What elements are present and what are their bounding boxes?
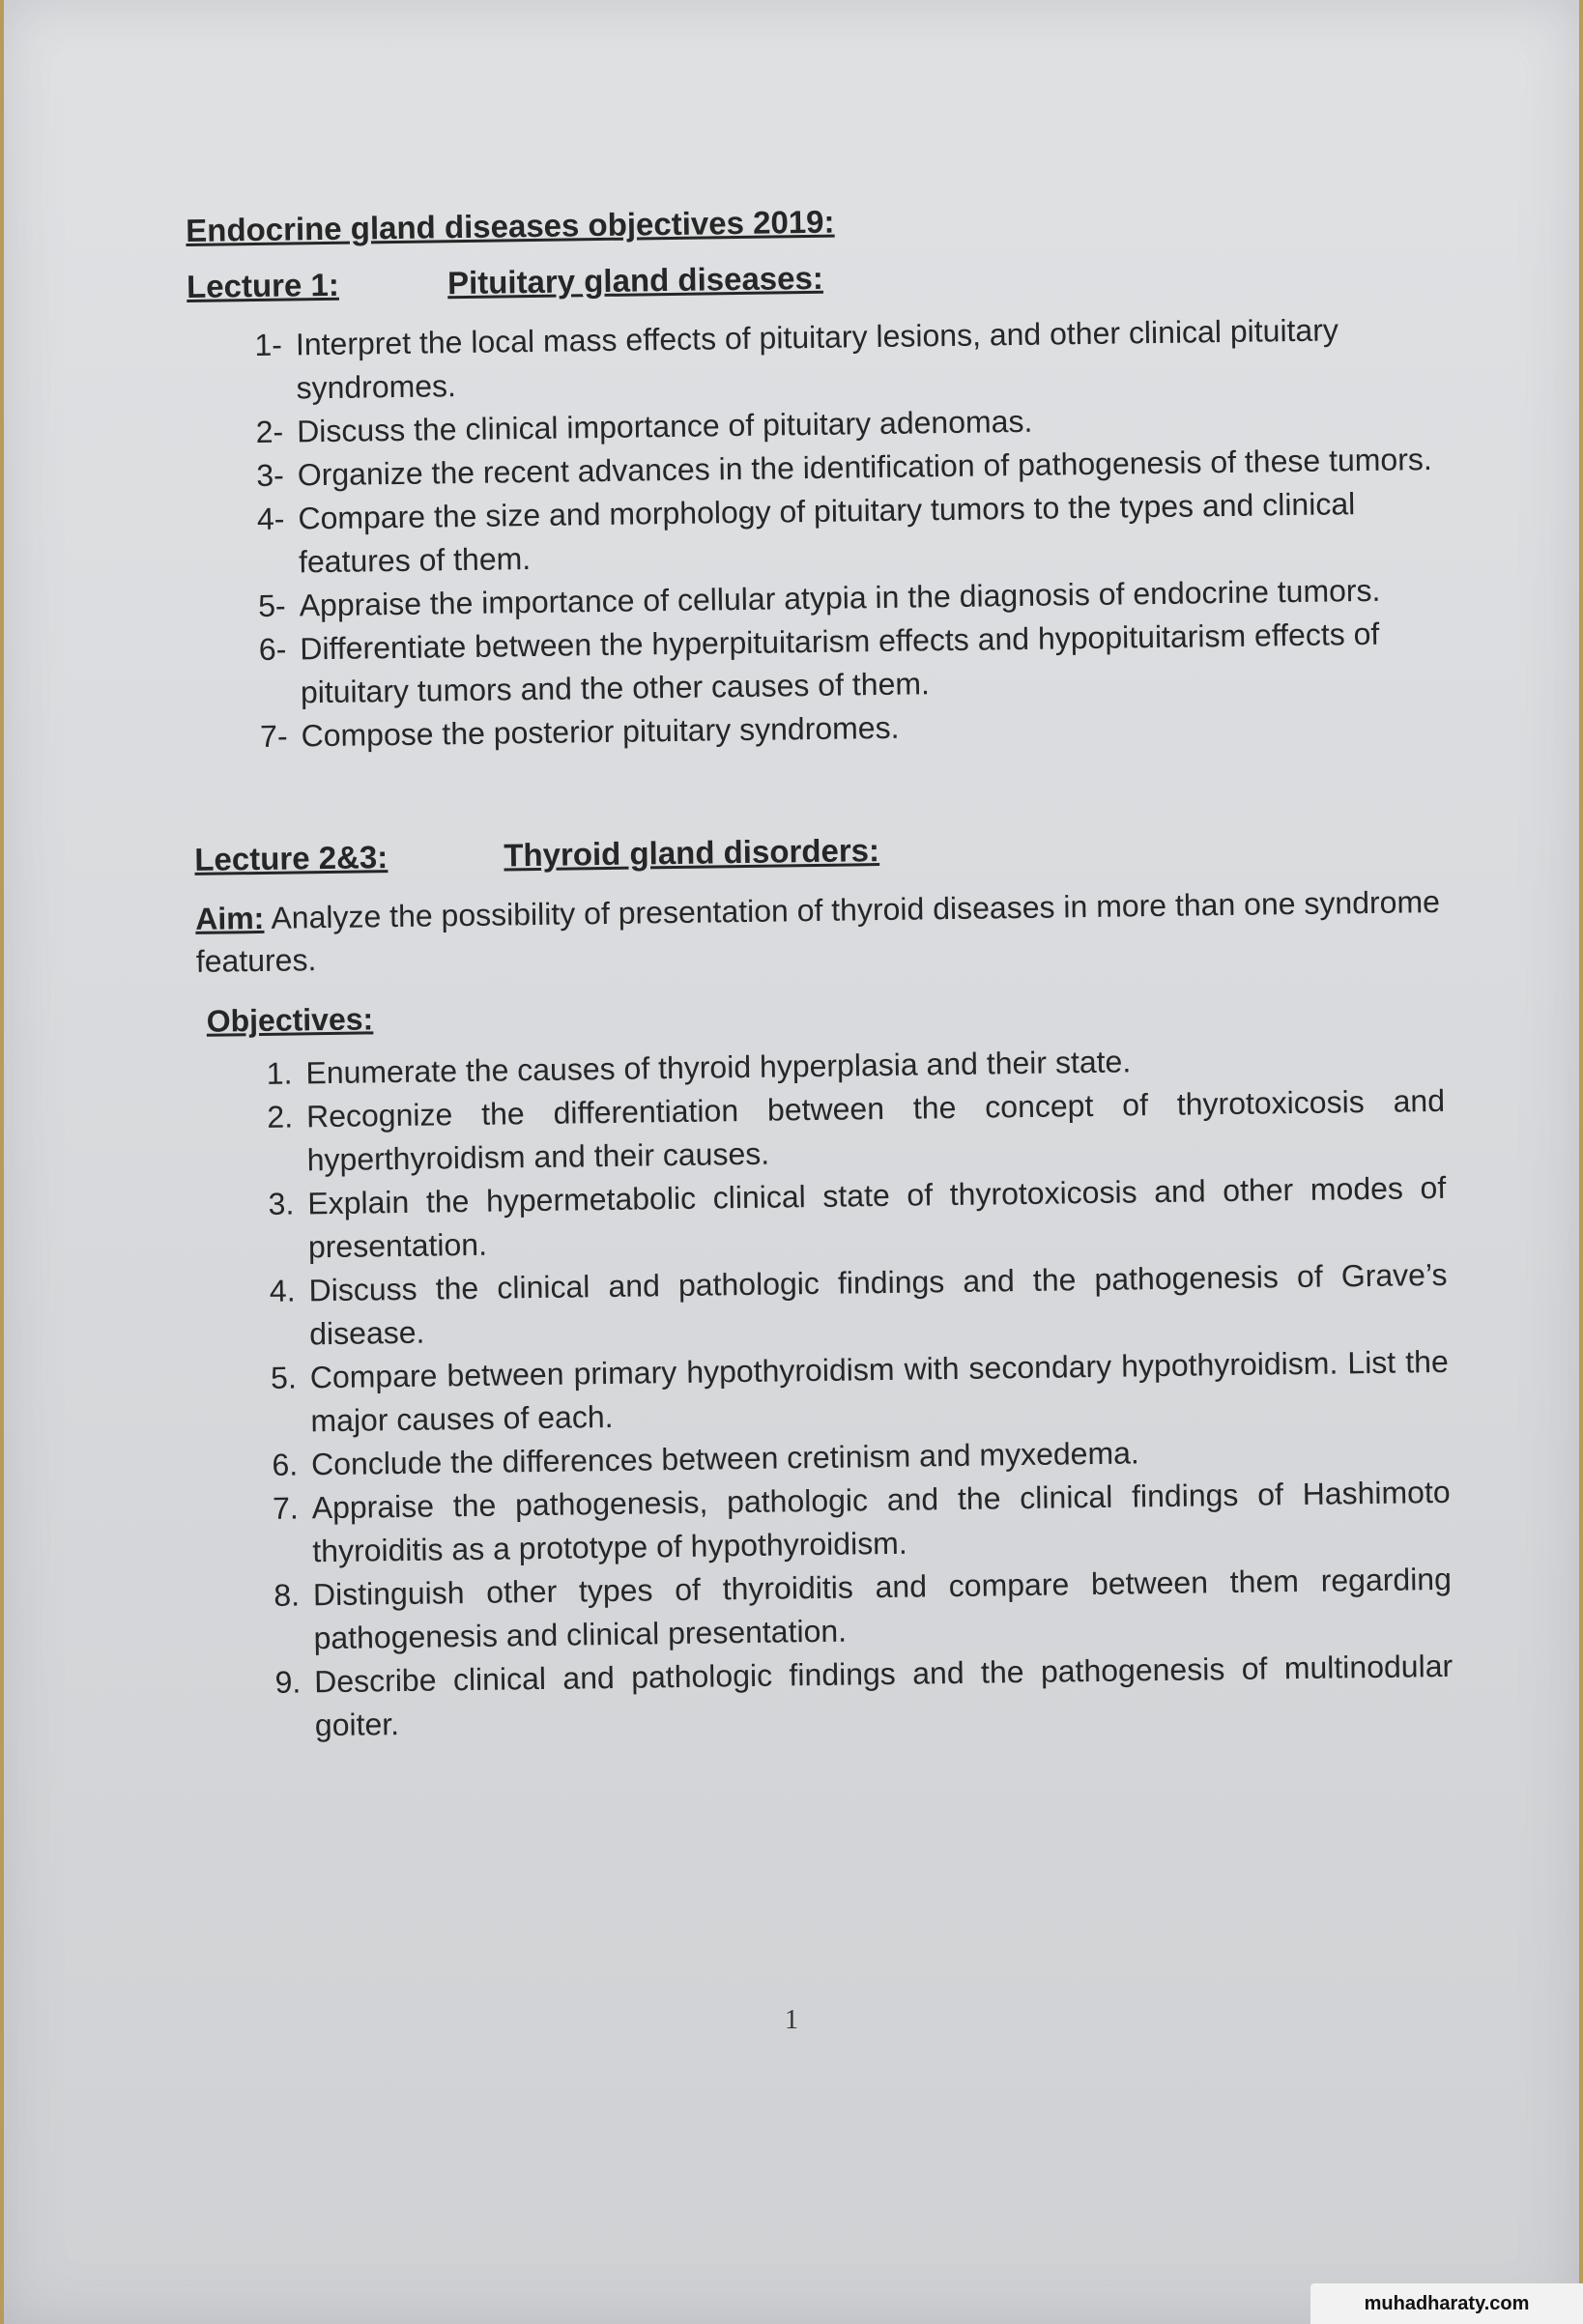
list-item bbox=[206, 1645, 1453, 1749]
list-item-text: Differentiate between the hyperpituitarism effects and hypopituitarism effects of pituitary tumors and the other causes of them. bbox=[300, 616, 1380, 710]
list-item-number: 1. bbox=[266, 1055, 293, 1091]
lecture-1-objectives-list bbox=[187, 307, 1440, 760]
list-item-text: Appraise the pathogenesis, pathologic and the clinical findings of Hashimoto thyroiditis as a prototype of hypothyroidism. bbox=[311, 1474, 1451, 1569]
list-item-number: 5- bbox=[257, 588, 286, 623]
aim-label: Aim: bbox=[194, 900, 265, 936]
list-item-number: 4- bbox=[256, 501, 285, 536]
lecture-2-label: Lecture 2&3: bbox=[194, 839, 389, 877]
list-item-text: Enumerate the causes of thyroid hyperplasia and their state. bbox=[305, 1044, 1132, 1091]
list-item-text: Compare the size and morphology of pituitary tumors to the types and clinical features of them. bbox=[298, 486, 1356, 580]
list-item-text: Recognize the differentiation between the concept of thyrotoxicosis and hyperthyroidism and their causes. bbox=[305, 1082, 1446, 1178]
list-item-number: 5. bbox=[270, 1360, 298, 1395]
list-item-number: 2. bbox=[267, 1099, 294, 1134]
list-item-number: 6. bbox=[272, 1447, 299, 1482]
lecture-2-objectives-list bbox=[197, 1036, 1453, 1749]
list-item-text: Appraise the importance of cellular atypia in the diagnosis of endocrine tumors. bbox=[299, 572, 1381, 623]
objectives-heading: Objectives: bbox=[206, 1001, 374, 1039]
list-item-text: Explain the hypermetabolic clinical state of thyrotoxicosis and other modes of presentation. bbox=[307, 1169, 1447, 1265]
aim-text: Analyze the possibility of presentation of thyroid diseases in more than one syndrome features. bbox=[195, 883, 1441, 979]
list-item-number: 2- bbox=[255, 414, 284, 450]
list-item-number: 7. bbox=[272, 1490, 299, 1526]
list-item-number: 3. bbox=[268, 1186, 295, 1221]
lecture-1-label: Lecture 1: bbox=[186, 266, 340, 304]
list-item-text: Distinguish other types of thyroiditis and compare between them regarding pathogenesis and clinical presentation. bbox=[312, 1561, 1453, 1656]
list-item-number: 6- bbox=[258, 631, 287, 667]
document-title: Endocrine gland diseases objectives 2019: bbox=[186, 203, 835, 248]
list-item-text: Compose the posterior pituitary syndromes. bbox=[301, 709, 900, 754]
lecture-1-title: Pituitary gland diseases: bbox=[446, 259, 824, 301]
list-item-number: 8. bbox=[273, 1577, 301, 1613]
document-page bbox=[4, 0, 1579, 2324]
list-item-text: Discuss the clinical importance of pituitary adenomas. bbox=[296, 403, 1033, 449]
lecture-1-heading bbox=[187, 251, 1433, 305]
list-item-number: 3- bbox=[256, 457, 285, 494]
list-item-text: Describe clinical and pathologic findings and the pathogenesis of multinodular goiter. bbox=[313, 1648, 1453, 1743]
watermark-logo: muhadharaty.com bbox=[1310, 2283, 1583, 2324]
list-item-number: 9. bbox=[274, 1664, 302, 1700]
aim-paragraph bbox=[195, 880, 1443, 983]
list-item-text: Interpret the local mass effects of pituitary lesions, and other clinical pituitary syndromes. bbox=[295, 312, 1339, 406]
list-item-text: Conclude the differences between cretinism and myxedema. bbox=[310, 1435, 1140, 1482]
list-item-text: Organize the recent advances in the identification of pathogenesis of these tumors. bbox=[297, 442, 1432, 493]
list-item-number: 1- bbox=[254, 327, 283, 363]
page-number: 1 bbox=[785, 2005, 798, 2035]
list-item-number: 7- bbox=[259, 718, 288, 754]
document-content bbox=[186, 195, 1453, 1749]
list-item-text: Compare between primary hypothyroidism with secondary hypothyroidism. List the major causes of each. bbox=[309, 1343, 1449, 1439]
lecture-2-title: Thyroid gland disorders: bbox=[504, 832, 880, 874]
list-item-number: 4. bbox=[269, 1273, 296, 1308]
list-item-text: Discuss the clinical and pathologic findings and the pathogenesis of Grave’s disease. bbox=[308, 1256, 1448, 1352]
